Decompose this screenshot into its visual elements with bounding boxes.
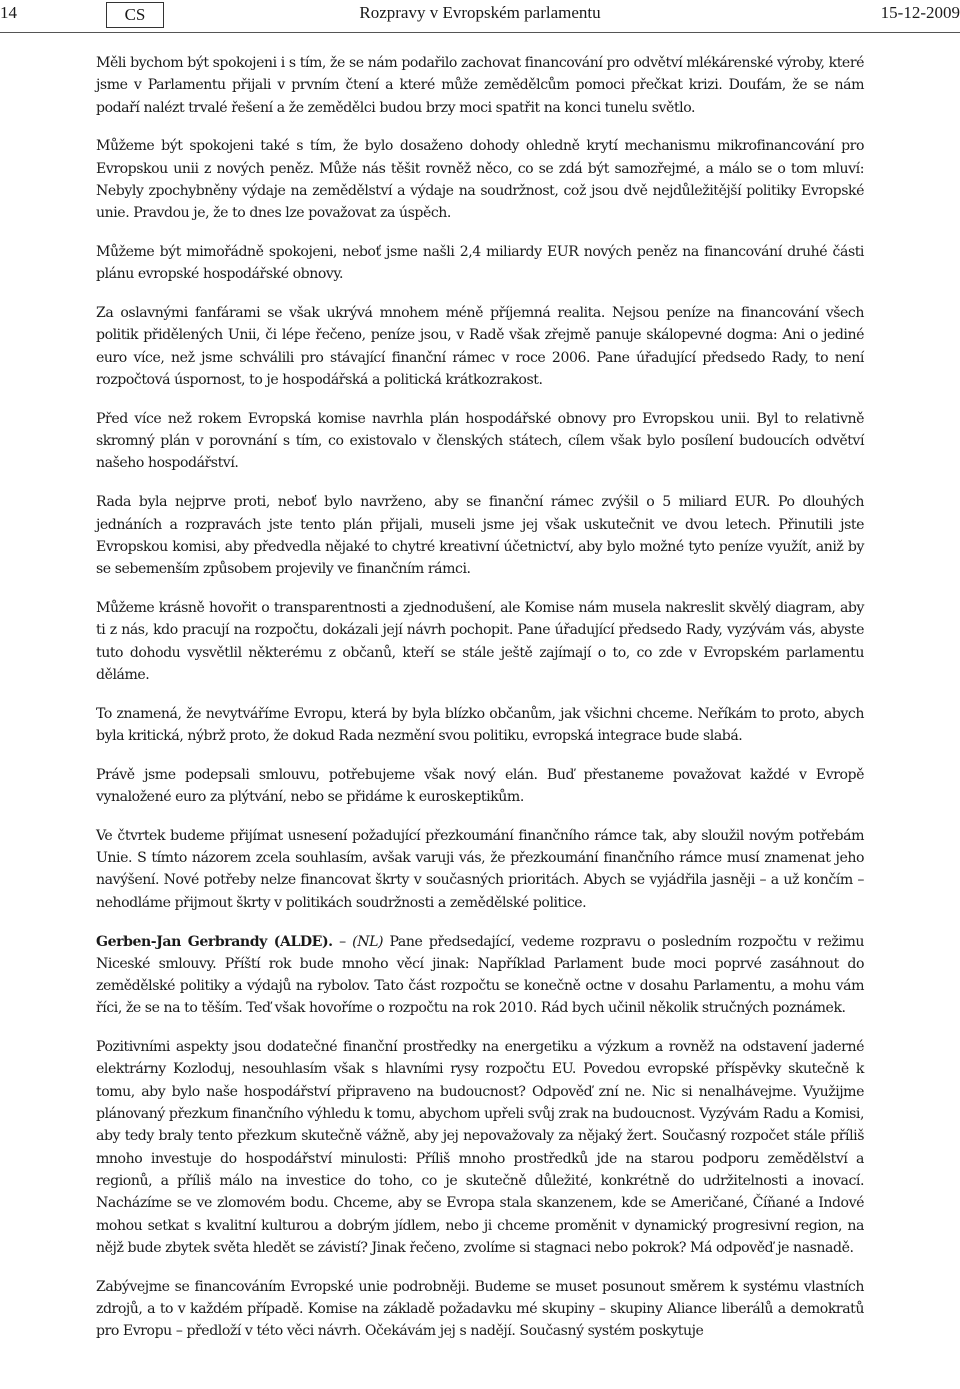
paragraph: Můžeme být mimořádně spokojeni, neboť jsme našli 2,4 miliardy EUR nových peněz na financování druhé části plánu evropské hospodářské obnovy. [96, 244, 864, 283]
paragraph: Můžeme krásně hovořit o transparentnosti a zjednodušení, ale Komise nám musela nakreslit skvělý diagram, aby ti z nás, kdo pracují na rozpočtu, dokázali její návrh pochopit. Pane úřadující předsedo Rady, vyzývám vás, abyste tuto dohodu vysvětlil některému z občanů, kteří se stále ještě zajímají o to, co zde v Evropském parlamentu děláme. [96, 599, 864, 683]
paragraph: Právě jsme podepsali smlouvu, potřebujeme však nový elán. Buď přestaneme považovat každé v Evropě vynaložené euro za plýtvání, nebo se přidáme k euroskeptikům. [96, 766, 864, 806]
paragraph: To znamená, že nevytváříme Evropu, která by byla blízko občanům, jak všichni chceme. Neříkám to proto, abych byla kritická, nýbrž proto, že dokud Rada nezmění svou politiku, evropská integrace bude slabá. [96, 705, 864, 744]
paragraph: Před více než rokem Evropská komise navrhla plán hospodářské obnovy pro Evropskou unii. Byl to relativně skromný plán v porovnání s tím, co existovalo v členských státech, cílem však bylo posílení budoucích odvětví našeho hospodářství. [96, 410, 864, 472]
document-body [96, 52, 864, 1359]
paragraph: Ve čtvrtek budeme přijímat usnesení požadující přezkoumání finančního rámce tak, aby sloužil novým potřebám Unie. S tímto názorem zcela souhlasím, avšak varuji vás, že přezkoumání finančního rámce musí znamenat jeho navýšení. Nové potřeby nelze financovat škrty v současných prioritách. Abych se vyjádřila jasněji – a už končím – nehodláme přijmout škrty v politikách soudržnosti a zemědělské politice. [96, 827, 864, 911]
page-header [0, 0, 960, 33]
document-title: Rozpravy v Evropském parlamentu [359, 3, 601, 22]
paragraph: Rada byla nejprve proti, neboť bylo navrženo, aby se finanční rámec zvýšil o 5 miliard EUR. Po dlouhých jednáních a rozpravách jste tento plán přijali, museli jsme jej však uskutečnit ve dvou letech. Přinutili jste Evropskou komisi, aby předvedla nějaké to chytré kreativní účetnictví, aby bylo možné tyto peníze využít, aniž by se sebemenším způsobem projevily ve finančním rámci. [96, 494, 864, 578]
language-badge: CS [106, 2, 164, 28]
speech-paragraph [96, 931, 864, 1020]
paragraph: Zabývejme se financováním Evropské unie podrobněji. Budeme se muset posunout směrem k systému vlastních zdrojů, a to v každém případě. Komise na základě požadavku mé skupiny – skupiny Aliance liberálů a demokratů pro Evropu – předloží v této věci návrh. Očekávám jej s nadějí. Současný systém poskytuje [96, 1278, 864, 1340]
paragraph: Pozitivními aspekty jsou dodatečné finanční prostředky na energetiku a výzkum a rovněž na odstavení jaderné elektrárny Kozloduj, nesouhlasím však s hlavními rysy rozpočtu EU. Povedou evropské příspěvky skutečně k tomu, aby bylo naše hospodářství připraveno na budoucnost? Odpověď zní ne. Nic si nenalhávejme. Využijme plánovaný přezkum finančního výhledu k tomu, abychom upřeli svůj zrak na budoucnost. Vyzývám Radu a Komisi, aby tedy braly tento přezkum skutečně vážně, aby jej nepovažovaly za nějaký žert. Současný rozpočet stále příliš mnoho investuje do hospodářství minulosti: Příliš mnoho prostředků jde na starou podporu zemědělství a regionů, a příliš málo na investice do toho, co je skutečně důležité, konkrétně do udržitelnosti a inovací. Nacházíme se ve zlomovém bodu. Chceme, aby se Evropa stala skanzenem, kde se Američané, Číňané a Indové mohou setkat s kvalitní kulturou a dobrým jídlem, nebo ji chceme proměnit v dynamický progresivní region, na nějž bude zbytek světa hledět se závistí? Jinak řečeno, zvolíme si stagnaci nebo pokrok? Má odpověď je nasnadě. [96, 1039, 864, 1256]
speech-text: Pane předsedající, vedeme rozpravu o posledním rozpočtu v režimu Nicеské smlouvy. Příští rok bude mnoho věcí jinak: Například Parlament bude moci poprvé zasáhnout do zemědělské politiky a výdajů na rybolov. Tato část rozpočtu se konečně octne v dosahu Parlamentu, a mohu vám říci, že se na to těším. Teď však hovoříme o rozpočtu na rok 2010. Rád bych učinil několik stručných poznámek. [96, 933, 864, 1017]
document-date: 15-12-2009 [880, 3, 960, 22]
speaker-name: Gerben-Jan Gerbrandy (ALDE). [96, 933, 333, 950]
language-tag: (NL) [352, 933, 384, 950]
paragraph: Měli bychom být spokojeni i s tím, že se nám podařilo zachovat financování pro odvětví mlékárenské výroby, které jsme v Parlamentu přijali v prvním čtení a které může zemědělcům pomoci přečkat krizi. Doufám, že se nám podaří nalézt trvalé řešení a že zemědělci budou brzy moci spatřit na konci tunelu světlo. [96, 55, 864, 116]
speech-dash: – [332, 933, 353, 950]
paragraph: Za oslavnými fanfárami se však ukrývá mnohem méně příjemná realita. Nejsou peníze na financování všech politik přidělených Unii, či lépe řečeno, peníze jsou, v Radě však zřejmě panuje skálopevné dogma: Ani o jediné euro více, než jsme schválili pro stávající finanční rámec v roce 2006. Pane úřadující předsedo Rady, to není rozpočtová úspornost, to je hospodářská a politická krátkozrakost. [96, 305, 864, 389]
paragraph: Můžeme být spokojeni také s tím, že bylo dosaženo dohody ohledně krytí mechanismu mikrofinancování pro Evropskou unii z nových peněz. Může nás těšit rovněž něco, co se zdá být samozřejmé, a málo se o tom mluví: Nebyly zpochybněny výdaje na zemědělství a výdaje na soudržnost, což jsou dvě nejdůležitější politiky Evropské unie. Pravdou je, že to dnes lze považovat za úspěch. [96, 138, 864, 222]
page-number: 14 [0, 3, 17, 22]
